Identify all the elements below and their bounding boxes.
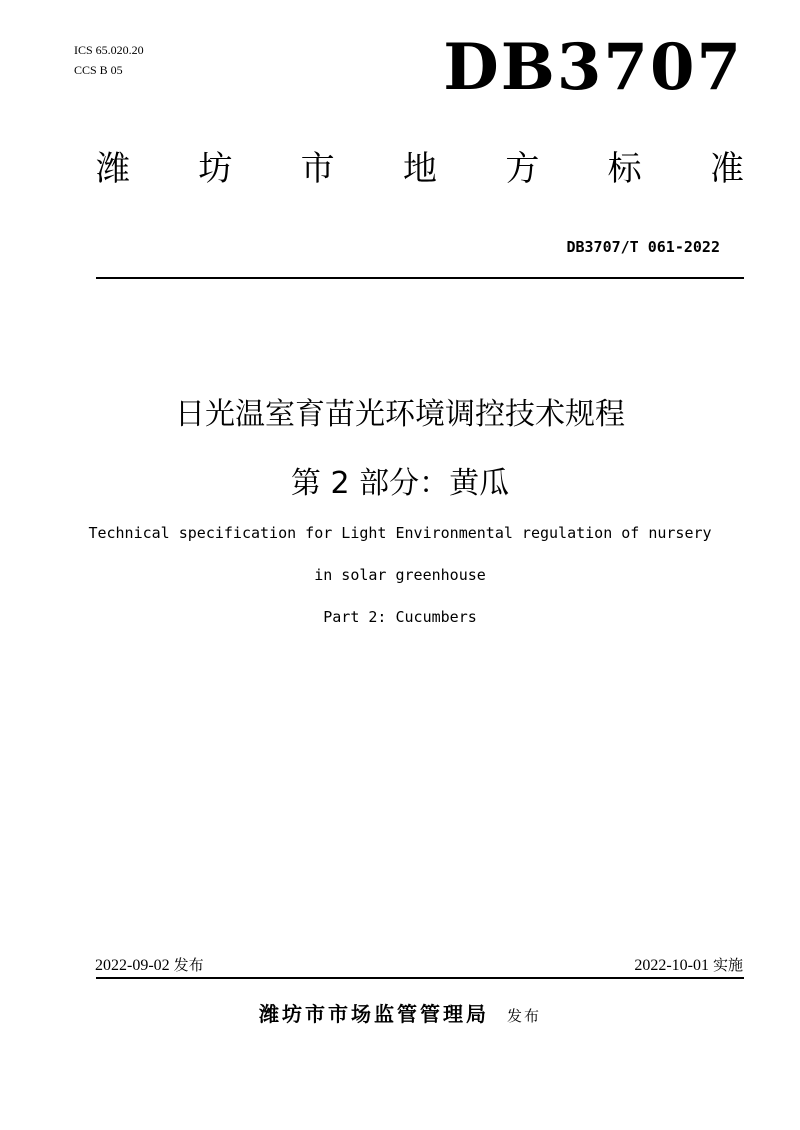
title-english-line2: in solar greenhouse xyxy=(314,566,486,584)
header-divider xyxy=(96,277,744,279)
title-english-line1: Technical specification for Light Environmental regulation of nursery xyxy=(88,524,712,542)
publisher-action: 发布 xyxy=(506,1007,541,1025)
title-english-part: Part 2: Cucumbers xyxy=(323,608,477,626)
title-chinese-main: 日光温室育苗光环境调控技术规程 xyxy=(175,397,625,432)
category-char: 地 xyxy=(402,149,437,189)
publisher-organization: 潍坊市市场监管管理局 xyxy=(258,1002,489,1026)
issue-date-block xyxy=(95,954,204,977)
implement-date-block xyxy=(634,954,743,977)
issue-label: 发布 xyxy=(173,956,204,974)
category-char: 准 xyxy=(709,149,744,189)
category-char: 标 xyxy=(607,149,642,189)
standard-code-heading: DB3707 xyxy=(443,30,743,105)
implement-label: 实施 xyxy=(712,956,743,974)
classification-codes xyxy=(74,40,144,80)
category-char: 潍 xyxy=(96,149,130,189)
ics-code: ICS 65.020.20 xyxy=(74,43,144,57)
standard-number: DB3707/T 061-2022 xyxy=(566,238,720,256)
issue-date: 2022-09-02 xyxy=(95,957,170,974)
publisher xyxy=(0,998,800,1027)
title-chinese-part: 第 2 部分：黄瓜 xyxy=(290,466,510,501)
footer-divider xyxy=(96,977,744,979)
implement-date: 2022-10-01 xyxy=(634,957,709,974)
category-char: 市 xyxy=(300,149,335,189)
ccs-code: CCS B 05 xyxy=(74,63,123,77)
category-char: 方 xyxy=(505,149,540,189)
standard-category-title xyxy=(96,145,744,193)
category-char: 坊 xyxy=(198,149,233,189)
